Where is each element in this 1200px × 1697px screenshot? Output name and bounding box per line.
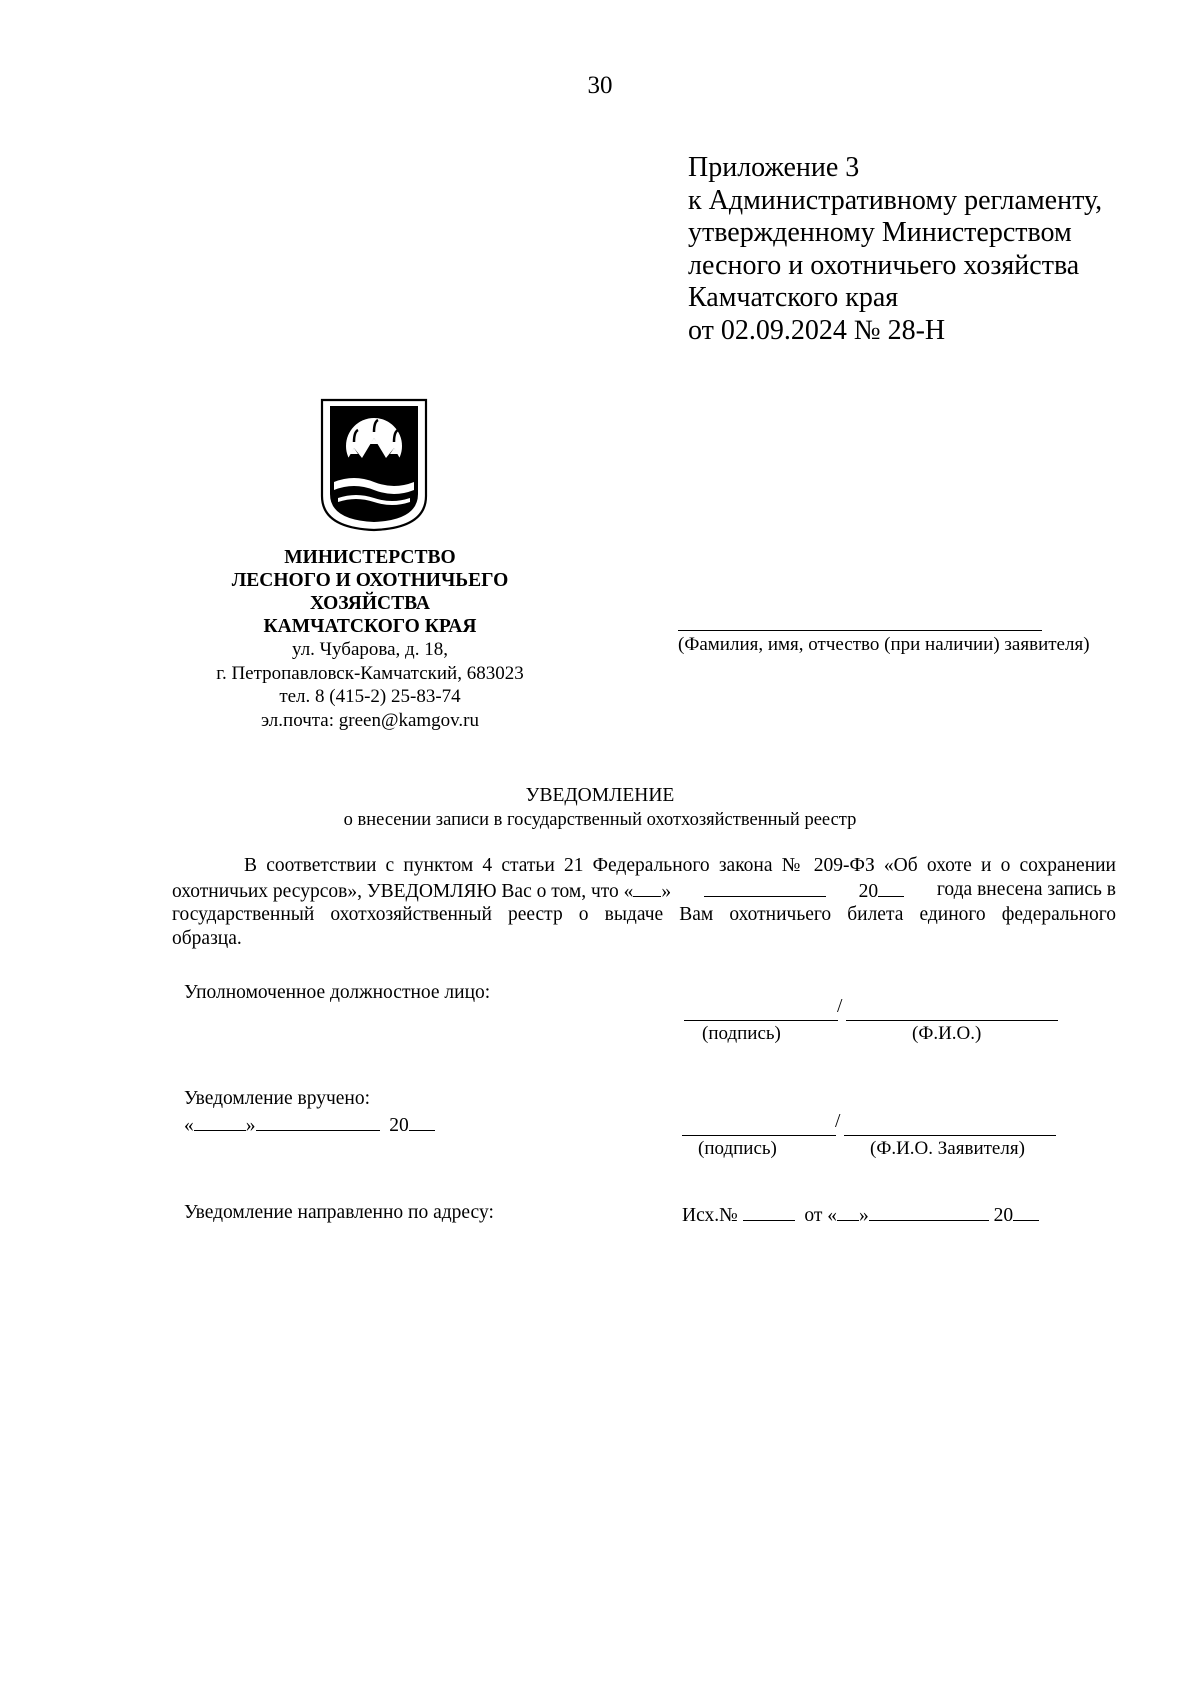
appendix-line: лесного и охотничьего хозяйства	[688, 249, 1080, 281]
outgoing-number-blank	[743, 1202, 795, 1221]
notice-text: »	[661, 880, 672, 902]
handed-year-blank	[409, 1112, 435, 1131]
official-slash: /	[837, 996, 843, 1017]
month-blank	[704, 878, 826, 897]
handed-month-blank	[256, 1112, 380, 1131]
notice-title: УВЕДОМЛЕНИЕ	[525, 785, 675, 806]
organization-name-line: КАМЧАТСКОГО КРАЯ	[263, 616, 477, 637]
applicant-name-line	[678, 630, 1042, 631]
appendix-line: Камчатского края	[688, 282, 899, 313]
official-fio-line	[846, 1020, 1058, 1021]
official-signature-line	[684, 1020, 838, 1021]
year-fragment	[859, 878, 905, 904]
handed-label: Уведомление вручено:	[184, 1088, 371, 1109]
appendix-line: от 02.09.2024 № 28-Н	[688, 314, 946, 346]
outgoing-year-prefix: 20	[993, 1205, 1014, 1226]
applicant-caption: (Фамилия, имя, отчество (при наличии) заявителя)	[678, 634, 1090, 655]
handed-date-open: «	[184, 1115, 194, 1136]
organization-email: эл.почта: green@kamgov.ru	[260, 709, 480, 731]
outgoing-day-blank	[837, 1202, 859, 1221]
notice-text: охотничьих ресурсов», УВЕДОМЛЯЮ Вас о том, что «	[172, 880, 634, 902]
handed-year-prefix: 20	[389, 1115, 409, 1136]
notice-body	[172, 854, 1116, 950]
organization-block	[205, 546, 535, 732]
official-label: Уполномоченное должностное лицо:	[184, 982, 491, 1003]
handed-slash: /	[835, 1111, 841, 1132]
appendix-line: Приложение 3	[688, 152, 860, 183]
notice-body-line: образца.	[172, 927, 242, 949]
handed-signature-caption: (подпись)	[698, 1138, 777, 1159]
notice-text-fragment	[172, 878, 671, 904]
organization-phone: тел. 8 (415-2) 25-83-74	[279, 686, 461, 707]
notice-subtitle: о внесении записи в государственный охотхозяйственный реестр	[343, 810, 857, 830]
year-prefix: 20	[858, 880, 879, 902]
appendix-block	[688, 152, 1102, 347]
handed-date	[184, 1112, 435, 1137]
handed-day-blank	[194, 1112, 246, 1131]
organization-name-line: МИНИСТЕРСТВО	[284, 547, 456, 568]
notice-body-line: государственный охотхозяйственный реестр о выдаче Вам охотничьего билета единого федерального	[172, 904, 1116, 925]
page-number: 30	[587, 72, 613, 99]
handed-fio-line	[844, 1135, 1056, 1136]
notice-body-line: В соответствии с пунктом 4 статьи 21 Федерального закона № 209-ФЗ «Об охоте и о сохранении	[244, 855, 1116, 876]
organization-address-street: ул. Чубарова, д. 18,	[292, 639, 448, 660]
outgoing-prefix: Исх.№	[682, 1205, 738, 1226]
day-blank	[633, 878, 661, 897]
outgoing-year-blank	[1013, 1202, 1039, 1221]
outgoing-date-close: »	[858, 1205, 869, 1226]
handed-fio-caption: (Ф.И.О. Заявителя)	[870, 1138, 1025, 1159]
notice-text: года внесена запись в	[936, 878, 1116, 900]
year-blank	[878, 878, 904, 897]
notice-body-line	[172, 878, 1116, 904]
handed-date-close: »	[245, 1115, 256, 1136]
organization-name-line: ЛЕСНОГО И ОХОТНИЧЬЕГО	[231, 570, 509, 591]
organization-address-city: г. Петропавловск-Камчатский, 683023	[216, 662, 524, 684]
coat-of-arms-graphic	[320, 398, 428, 532]
outgoing-number	[682, 1202, 1039, 1227]
official-fio-caption: (Ф.И.О.)	[912, 1023, 982, 1044]
kamchatka-coat-of-arms-icon	[320, 398, 428, 532]
appendix-line: к Административному регламенту,	[688, 184, 1103, 216]
outgoing-month-blank	[869, 1202, 989, 1221]
appendix-line: утвержденному Министерством	[688, 217, 1072, 248]
organization-name-line: ХОЗЯЙСТВА	[309, 593, 430, 614]
outgoing-from: от «	[804, 1205, 837, 1226]
handed-signature-line	[682, 1135, 836, 1136]
sent-label: Уведомление направленно по адресу:	[184, 1202, 494, 1223]
official-signature-caption: (подпись)	[702, 1023, 781, 1044]
